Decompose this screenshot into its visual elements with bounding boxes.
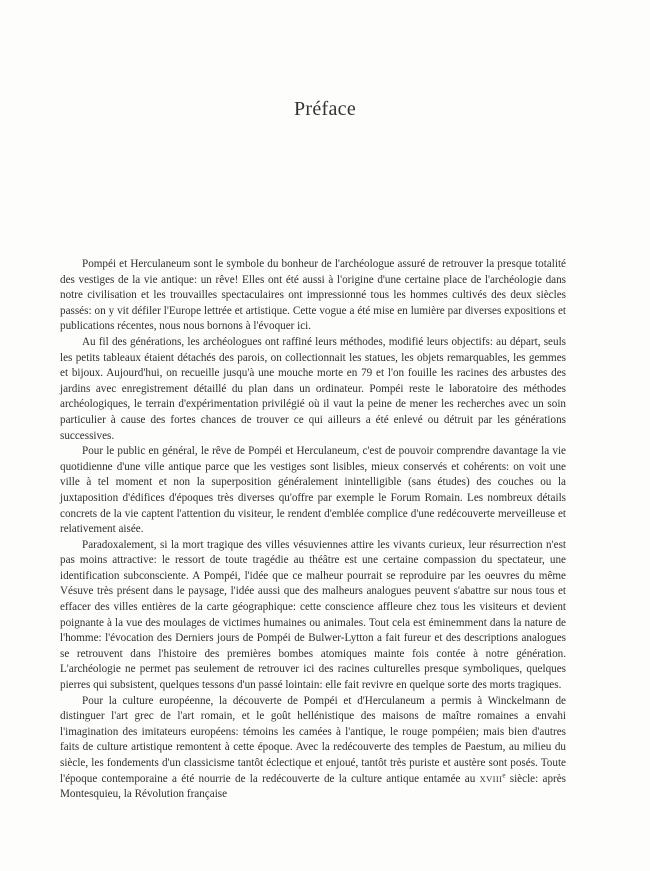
page-title: Préface [293,98,357,120]
preface-body [60,257,566,803]
paragraph-4: Paradoxalement, si la mort tragique des villes vésuviennes attire les vivants curieux, leur résurrection n'est pas moins attractive: le ressort de toute tragédie au théâtre est une certaine compassion du spectateur, une identification subconsciente. A Pompéi, l'idée que ce malheur pourrait se reproduire par les oeuvres du même Vésuve très présent dans le paysage, l'idée aussi que des malheurs analogues peuvent s'abattre sur nous tous et effacer des villes entières de la carte géographique: cette conscience affleure chez tous les visiteurs et devient poignante à la vue des moulages de victimes humaines ou animales. Tout cela est éminemment dans la nature de l'homme: l'évocation des Derniers jours de Pompéi de Bulwer-Lytton a fait fureur et des descriptions analogues se retrouvent dans l'histoire des premières bombes atomiques mainte fois contée à notre génération. L'archéologie ne permet pas seulement de retrouver ici des racines culturelles presque symboliques, quelques pierres qui subsistent, quelques tessons d'un passé lointain: elle fait revivre en quelque sorte des morts tragiques. [60,538,566,692]
paragraph-5-text-end: siècle: après Montesquieu, la Révolution française [60,772,567,801]
century-numeral: XVIII [479,773,503,784]
paragraph-5 [60,694,566,803]
century-suffix: e [502,770,506,779]
paragraph-2: Au fil des générations, les archéologues ont raffiné leurs méthodes, modifié leurs objectifs: au départ, seuls les petits tableaux étaient détachés des parois, on collectionnait les statues, les objets remarquables, les gemmes et bijoux. Aujourd'hui, on recueille jusqu'à une mouche morte en 79 et l'on fouille les racines des arbustes des jardins avec enregistrement détaillé du plan dans un ordinateur. Pompéi reste le laboratoire des méthodes archéologiques, le terrain d'expérimentation privilégié où il vaut la peine de mener les recherches avec un soin particulier à cause des fortes chances de trouver ce qui ailleurs a été enlevé ou détruit par les générations successives. [60,335,566,442]
paragraph-5-text-start: Pour la culture européenne, la découverte de Pompéi et d'Herculaneum a permis à Winckelmann de distinguer l'art grec de l'art romain, et le goût hellénistique des maisons de maître romaines a envahi l'imagination des imitateurs européens: témoins les camées à l'antique, le rouge pompéien; mais bien d'autres faits de culture artistique remontent à cette époque. Avec la redécouverte des temples de Paestum, au milieu du siècle, les fondements d'un classicisme tantôt éclectique et enjoué, tantôt très puriste et austère sont posés. Toute l'époque contemporaine a été nourrie de la redécouverte de la culture antique entamée au [60,694,566,785]
paragraph-3: Pour le public en général, le rêve de Pompéi et Herculaneum, c'est de pouvoir comprendre davantage la vie quotidienne d'une ville antique parce que les vestiges sont lisibles, mieux conservés et cohérents: on voit une ville à tel moment et non la superposition généralement inintelligible (sans études) des couches ou la juxtaposition d'édifices d'époques très diverses qu'offre par exemple le Forum Romain. Les nombreux détails concrets de la vie captent l'attention du visiteur, le rendent d'emblée complice d'une redécouverte merveilleuse et relativement aisée. [60,445,566,536]
paragraph-1: Pompéi et Herculaneum sont le symbole du bonheur de l'archéologue assuré de retrouver la presque totalité des vestiges de la vie antique: un rêve! Elles ont été aussi à l'origine d'une certaine place de l'archéologie dans notre civilisation et les trouvailles spectaculaires ont impressionné tous les hommes cultivés des deux siècles passés: on y vit défiler l'Europe lettrée et artistique. Cette vogue a été mise en lumière par diverses expositions et publications récentes, nous nous bornons à l'évoquer ici. [60,258,566,333]
